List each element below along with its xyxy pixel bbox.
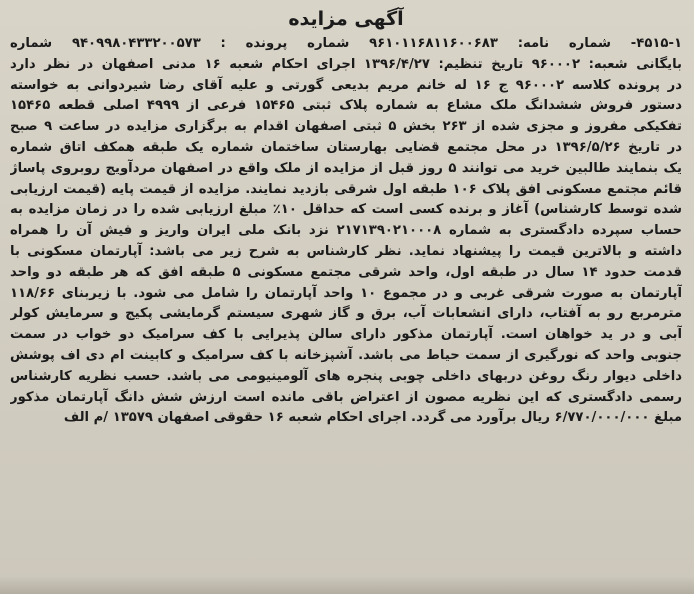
- notice-line-12: قدمت حدود ۱۴ سال در طبقه اول، واحد شرقی مجتمع مسکونی ۵ طبقه افق که هر طبقه دو واحد: [10, 264, 682, 280]
- notice-title: آگهی مزایده: [288, 8, 404, 30]
- notice-line-17: داخلی دیوار رنگ روغن دربهای داخلی چوبی پنجره های آلومینیومی می باشد. حسب نظریه کارشناس: [10, 368, 682, 384]
- notice-body: [10, 34, 682, 429]
- notice-line-5: تفکیکی مفروز و مجزی شده از ۲۶۳ بخش ۵ ثبتی اصفهان اقدام به برگزاری مزایده در ساعت ۹ صبح: [10, 119, 682, 135]
- notice-line-18: رسمی دادگستری که این نظریه مصون از اعتراض باقی مانده است ارزش شش دانگ آپارتمان مذکور: [10, 389, 682, 405]
- notice-line-8: قائم مجتمع مسکونی افق پلاک ۱۰۶ طبقه اول شرقی بازدید نمایند. مزایده از قیمت پایه (قیمت ارزیابی: [10, 181, 682, 197]
- paper-edge-shadow: [0, 576, 694, 594]
- notice-line-16: جنوبی واحد که نورگیری از سمت حیاط می باشد. آشپزخانه با کف سرامیک و کابینت ام دی اف پوشش: [10, 347, 682, 363]
- notice-line-1: ۴۵۱۵-۱- شماره نامه: ۹۶۱۰۱۱۶۸۱۱۶۰۰۶۸۳ شماره پرونده : ۹۴۰۹۹۸۰۴۳۳۲۰۰۵۷۳ شماره: [10, 36, 682, 51]
- notice-line-15: آبی و در ید خواهان است. آپارتمان مذکور دارای سالن پذیرایی با کف سرامیک دو خواب در سمت: [10, 327, 682, 343]
- notice-line-13: آپارتمان به صورت شرقی غربی و در مجموع ۱۰ واحد آپارتمان را شامل می شود. با زیربنای ۱۱۸/۶۶: [10, 285, 682, 301]
- notice-line-3: در پرونده کلاسه ۹۶۰۰۰۲ ج ۱۶ له خانم مریم بدیعی گورتی و علیه آقای رضا شیردوانی به خواسته: [10, 77, 682, 93]
- notice-line-14: مترمربع رو به آفتاب، دارای انشعابات آب، برق و گاز شهری سیستم گرمایشی پکیج و سرمایش کولر: [10, 306, 682, 322]
- notice-line-7: یک بنمایند طالبین خرید می توانند ۵ روز قبل از مزایده از ملک واقع در اصفهان مردآویج روبروی پاساژ: [10, 160, 682, 176]
- notice-line-11: داشته و بالاترین قیمت را پیشنهاد نماید. نظر کارشناس به شرح زیر می باشد: آپارتمان مسکونی با: [10, 243, 682, 259]
- notice-line-2: بایگانی شعبه: ۹۶۰۰۰۲ تاریخ تنظیم: ۱۳۹۶/۴/۲۷ اجرای احکام شعبه ۱۶ مدنی اصفهان در نظر دارد: [10, 56, 682, 72]
- notice-line-4: دستور فروش ششدانگ ملک مشاع به شماره پلاک ثبتی ۱۵۴۶۵ فرعی از ۴۹۹۹ اصلی قطعه ۱۵۴۶۵: [10, 98, 682, 114]
- notice-line-9: شده توسط کارشناس) آغاز و برنده کسی است که حداقل ۱۰٪ مبلغ ارزیابی شده را در زمان مزایده به: [10, 202, 682, 218]
- notice-line-19: مبلغ ۶/۷۷۰/۰۰۰/۰۰۰ ریال برآورد می گردد. اجرای احکام شعبه ۱۶ حقوقی اصفهان ۱۳۵۷۹ /م الف: [63, 410, 682, 426]
- notice-line-10: حساب سپرده دادگستری به شماره ۲۱۷۱۳۹۰۲۱۰۰۰۸ نزد بانک ملی ایران واریز و فیش آن را همراه: [10, 223, 682, 239]
- notice-line-6: در تاریخ ۱۳۹۶/۵/۲۶ در محل مجتمع قضایی بهارستان ساختمان شماره یک طبقه همکف اتاق شماره: [10, 139, 682, 155]
